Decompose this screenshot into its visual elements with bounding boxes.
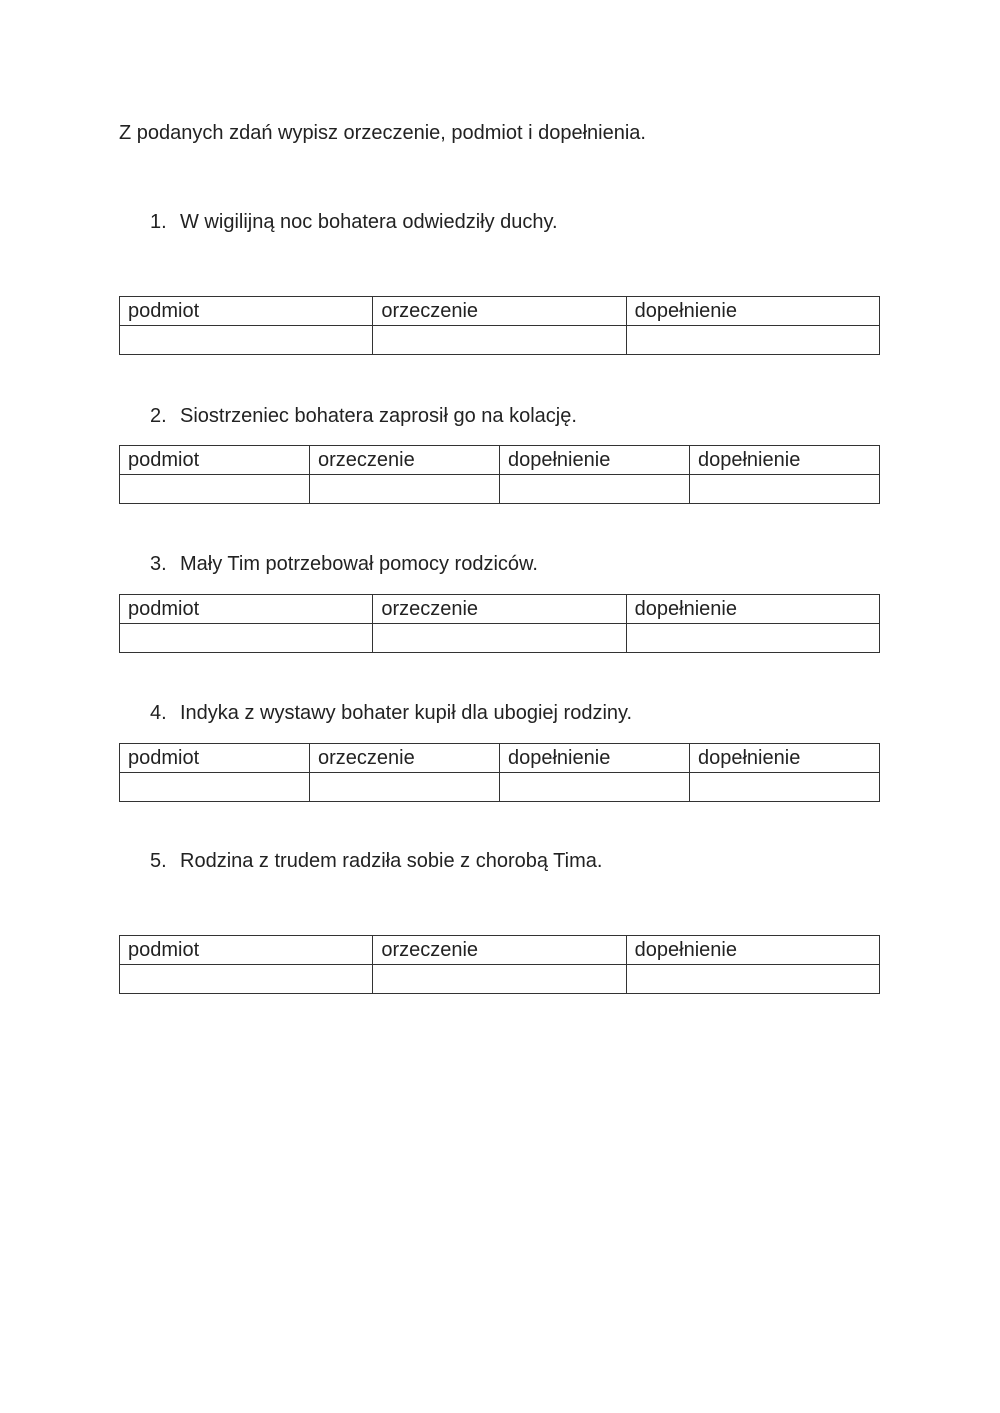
header-cell-orzeczenie: orzeczenie	[373, 936, 626, 965]
answer-cell-orzeczenie[interactable]	[310, 773, 500, 802]
header-cell-podmiot: podmiot	[120, 595, 373, 624]
question-number: 5.	[150, 850, 167, 872]
answer-cell-dopelnienie[interactable]	[500, 475, 690, 504]
question-sentence: Indyka z wystawy bohater kupił dla ubogiej rodziny.	[180, 702, 633, 724]
header-cell-podmiot: podmiot	[120, 936, 373, 965]
header-cell-dopelnienie: dopełnienie	[500, 744, 690, 773]
question-1	[150, 209, 558, 235]
answer-cell-orzeczenie[interactable]	[310, 475, 500, 504]
table-header-row	[120, 446, 880, 475]
answer-cell-orzeczenie[interactable]	[373, 326, 626, 355]
instruction-text: Z podanych zdań wypisz orzeczenie, podmiot i dopełnienia.	[119, 122, 646, 144]
table-header-row	[120, 595, 880, 624]
header-cell-podmiot: podmiot	[120, 297, 373, 326]
table-header-row	[120, 936, 880, 965]
answer-table-4	[119, 743, 880, 802]
table-answer-row	[120, 965, 880, 994]
question-5	[150, 848, 602, 874]
answer-cell-podmiot[interactable]	[120, 475, 310, 504]
answer-table-1	[119, 296, 880, 355]
answer-cell-dopelnienie-2[interactable]	[690, 773, 880, 802]
header-cell-orzeczenie: orzeczenie	[373, 297, 626, 326]
answer-cell-podmiot[interactable]	[120, 965, 373, 994]
question-sentence: Siostrzeniec bohatera zaprosił go na kolację.	[180, 405, 577, 427]
answer-cell-dopelnienie[interactable]	[500, 773, 690, 802]
question-number: 4.	[150, 702, 167, 724]
header-cell-orzeczenie: orzeczenie	[373, 595, 626, 624]
table-header-row	[120, 744, 880, 773]
header-cell-orzeczenie: orzeczenie	[310, 744, 500, 773]
question-sentence: Rodzina z trudem radziła sobie z chorobą Tima.	[180, 850, 603, 872]
question-sentence: Mały Tim potrzebował pomocy rodziców.	[180, 553, 538, 575]
header-cell-dopelnienie: dopełnienie	[626, 297, 879, 326]
header-cell-dopelnienie-2: dopełnienie	[690, 744, 880, 773]
question-3	[150, 551, 538, 577]
table-header-row	[120, 297, 880, 326]
table-answer-row	[120, 475, 880, 504]
answer-cell-orzeczenie[interactable]	[373, 965, 626, 994]
question-number: 3.	[150, 553, 167, 575]
table-answer-row	[120, 326, 880, 355]
answer-table-5	[119, 935, 880, 994]
answer-cell-podmiot[interactable]	[120, 624, 373, 653]
question-4	[150, 700, 632, 726]
header-cell-orzeczenie: orzeczenie	[310, 446, 500, 475]
header-cell-dopelnienie: dopełnienie	[626, 936, 879, 965]
answer-cell-dopelnienie-2[interactable]	[690, 475, 880, 504]
question-2	[150, 403, 577, 429]
answer-cell-orzeczenie[interactable]	[373, 624, 626, 653]
header-cell-dopelnienie-2: dopełnienie	[690, 446, 880, 475]
answer-cell-podmiot[interactable]	[120, 326, 373, 355]
table-answer-row	[120, 773, 880, 802]
answer-cell-dopelnienie[interactable]	[626, 624, 879, 653]
answer-table-3	[119, 594, 880, 653]
answer-cell-podmiot[interactable]	[120, 773, 310, 802]
question-number: 2.	[150, 405, 167, 427]
table-answer-row	[120, 624, 880, 653]
answer-table-2	[119, 445, 880, 504]
question-sentence: W wigilijną noc bohatera odwiedziły duchy.	[180, 211, 558, 233]
answer-cell-dopelnienie[interactable]	[626, 965, 879, 994]
header-cell-dopelnienie: dopełnienie	[626, 595, 879, 624]
answer-cell-dopelnienie[interactable]	[626, 326, 879, 355]
header-cell-dopelnienie: dopełnienie	[500, 446, 690, 475]
header-cell-podmiot: podmiot	[120, 744, 310, 773]
question-number: 1.	[150, 211, 167, 233]
header-cell-podmiot: podmiot	[120, 446, 310, 475]
